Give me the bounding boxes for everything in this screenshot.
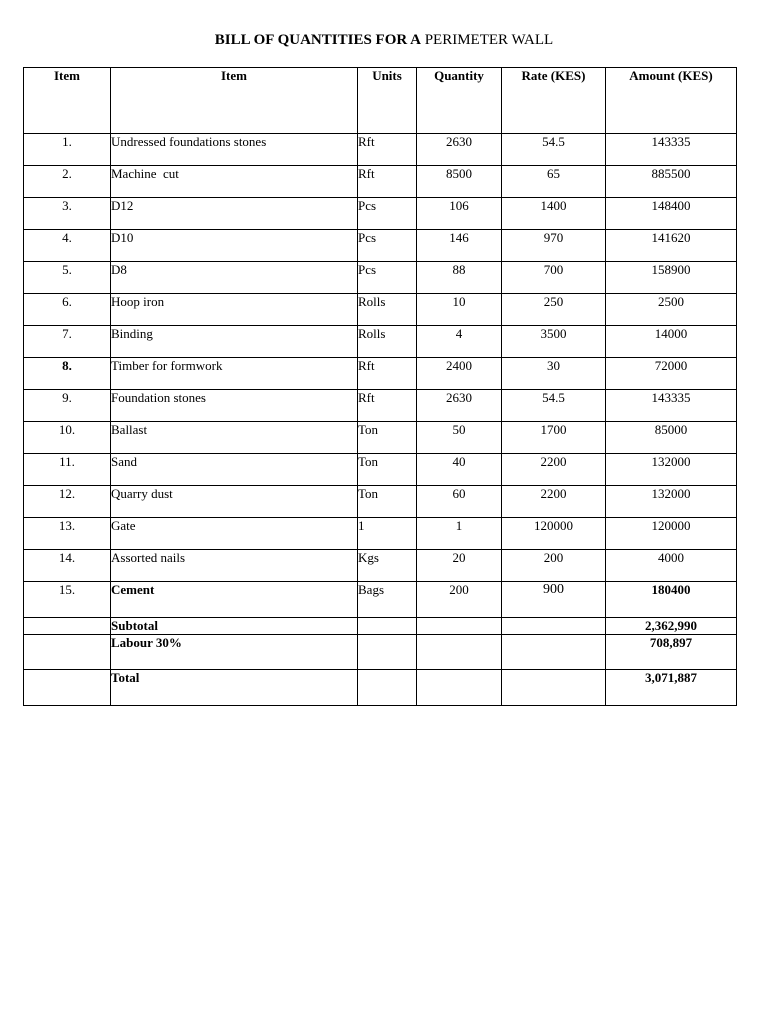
item-quantity: 50 [417, 422, 502, 454]
labour-amount: 708,897 [606, 635, 737, 670]
item-number: 12. [24, 486, 111, 518]
item-number: 3. [24, 198, 111, 230]
header-quantity: Quantity [417, 68, 502, 134]
item-rate: 250 [502, 294, 606, 326]
item-amount: 885500 [606, 166, 737, 198]
item-quantity: 2630 [417, 390, 502, 422]
item-number: 11. [24, 454, 111, 486]
item-quantity: 8500 [417, 166, 502, 198]
empty-cell [24, 670, 111, 706]
item-number: 8. [24, 358, 111, 390]
item-unit: Rolls [358, 326, 417, 358]
table-row [24, 486, 737, 518]
item-amount: 120000 [606, 518, 737, 550]
item-unit: Rft [358, 390, 417, 422]
document-title [0, 32, 768, 49]
total-label: Total [111, 670, 358, 706]
item-description: Machine cut [111, 166, 358, 198]
table-row [24, 422, 737, 454]
item-description: Assorted nails [111, 550, 358, 582]
empty-cell [358, 635, 417, 670]
table-row [24, 358, 737, 390]
empty-cell [502, 670, 606, 706]
table-row [24, 550, 737, 582]
item-number: 9. [24, 390, 111, 422]
total-row [24, 670, 737, 706]
labour-row [24, 635, 737, 670]
table-row [24, 230, 737, 262]
header-item: Item [111, 68, 358, 134]
title-bold-part: BILL OF QUANTITIES FOR A [214, 32, 421, 48]
item-quantity: 4 [417, 326, 502, 358]
item-quantity: 1 [417, 518, 502, 550]
item-amount: 4000 [606, 550, 737, 582]
empty-cell [502, 635, 606, 670]
item-rate: 120000 [502, 518, 606, 550]
item-rate: 54.5 [502, 134, 606, 166]
item-description: Quarry dust [111, 486, 358, 518]
item-unit: Ton [358, 454, 417, 486]
table-row [24, 326, 737, 358]
table-row [24, 262, 737, 294]
item-number: 2. [24, 166, 111, 198]
item-amount: 143335 [606, 390, 737, 422]
header-units: Units [358, 68, 417, 134]
empty-cell [417, 635, 502, 670]
bill-of-quantities-table [23, 67, 737, 706]
title-normal-part: PERIMETER WALL [424, 32, 554, 48]
item-amount: 148400 [606, 198, 737, 230]
item-rate: 200 [502, 550, 606, 582]
item-unit: Pcs [358, 230, 417, 262]
item-rate: 30 [502, 358, 606, 390]
item-quantity: 2630 [417, 134, 502, 166]
item-description: D8 [111, 262, 358, 294]
item-unit: Rft [358, 166, 417, 198]
empty-cell [24, 635, 111, 670]
item-rate: 900 [502, 582, 606, 618]
item-rate: 1400 [502, 198, 606, 230]
header-amount: Amount (KES) [606, 68, 737, 134]
item-number: 10. [24, 422, 111, 454]
table-row [24, 134, 737, 166]
item-unit: Pcs [358, 262, 417, 294]
item-description: D12 [111, 198, 358, 230]
header-item-no: Item [24, 68, 111, 134]
empty-cell [417, 670, 502, 706]
item-amount: 132000 [606, 486, 737, 518]
item-rate: 1700 [502, 422, 606, 454]
item-unit: Pcs [358, 198, 417, 230]
item-quantity: 88 [417, 262, 502, 294]
empty-cell [358, 670, 417, 706]
item-unit: Ton [358, 486, 417, 518]
item-rate: 970 [502, 230, 606, 262]
table-row [24, 198, 737, 230]
item-amount: 14000 [606, 326, 737, 358]
item-unit: Kgs [358, 550, 417, 582]
item-description: Gate [111, 518, 358, 550]
item-description: Binding [111, 326, 358, 358]
labour-label: Labour 30% [111, 635, 358, 670]
item-quantity: 40 [417, 454, 502, 486]
table-body [24, 134, 737, 706]
item-number: 1. [24, 134, 111, 166]
item-number: 5. [24, 262, 111, 294]
table-row [24, 518, 737, 550]
item-quantity: 146 [417, 230, 502, 262]
total-amount: 3,071,887 [606, 670, 737, 706]
item-quantity: 60 [417, 486, 502, 518]
empty-cell [417, 618, 502, 635]
item-rate: 54.5 [502, 390, 606, 422]
item-rate: 65 [502, 166, 606, 198]
subtotal-row [24, 618, 737, 635]
item-amount: 132000 [606, 454, 737, 486]
header-rate: Rate (KES) [502, 68, 606, 134]
item-quantity: 2400 [417, 358, 502, 390]
item-unit: Ton [358, 422, 417, 454]
item-amount: 2500 [606, 294, 737, 326]
item-amount: 180400 [606, 582, 737, 618]
item-amount: 143335 [606, 134, 737, 166]
item-rate: 2200 [502, 486, 606, 518]
table-header-row [24, 68, 737, 134]
table-row [24, 166, 737, 198]
empty-cell [358, 618, 417, 635]
table-row [24, 454, 737, 486]
item-unit: Rft [358, 134, 417, 166]
table-row [24, 294, 737, 326]
item-description: Undressed foundations stones [111, 134, 358, 166]
subtotal-label: Subtotal [111, 618, 358, 635]
item-quantity: 106 [417, 198, 502, 230]
item-quantity: 10 [417, 294, 502, 326]
item-description: Cement [111, 582, 358, 618]
item-description: Hoop iron [111, 294, 358, 326]
table-row [24, 582, 737, 618]
item-description: D10 [111, 230, 358, 262]
item-number: 6. [24, 294, 111, 326]
item-unit: Bags [358, 582, 417, 618]
item-rate: 3500 [502, 326, 606, 358]
item-amount: 158900 [606, 262, 737, 294]
empty-cell [502, 618, 606, 635]
item-rate: 700 [502, 262, 606, 294]
item-description: Timber for formwork [111, 358, 358, 390]
item-number: 15. [24, 582, 111, 618]
item-quantity: 200 [417, 582, 502, 618]
subtotal-amount: 2,362,990 [606, 618, 737, 635]
item-number: 7. [24, 326, 111, 358]
item-description: Sand [111, 454, 358, 486]
item-number: 4. [24, 230, 111, 262]
item-unit: 1 [358, 518, 417, 550]
table-row [24, 390, 737, 422]
item-amount: 85000 [606, 422, 737, 454]
empty-cell [24, 618, 111, 635]
item-description: Ballast [111, 422, 358, 454]
item-amount: 141620 [606, 230, 737, 262]
item-quantity: 20 [417, 550, 502, 582]
item-amount: 72000 [606, 358, 737, 390]
item-rate: 2200 [502, 454, 606, 486]
item-description: Foundation stones [111, 390, 358, 422]
item-number: 14. [24, 550, 111, 582]
item-number: 13. [24, 518, 111, 550]
item-unit: Rolls [358, 294, 417, 326]
item-unit: Rft [358, 358, 417, 390]
